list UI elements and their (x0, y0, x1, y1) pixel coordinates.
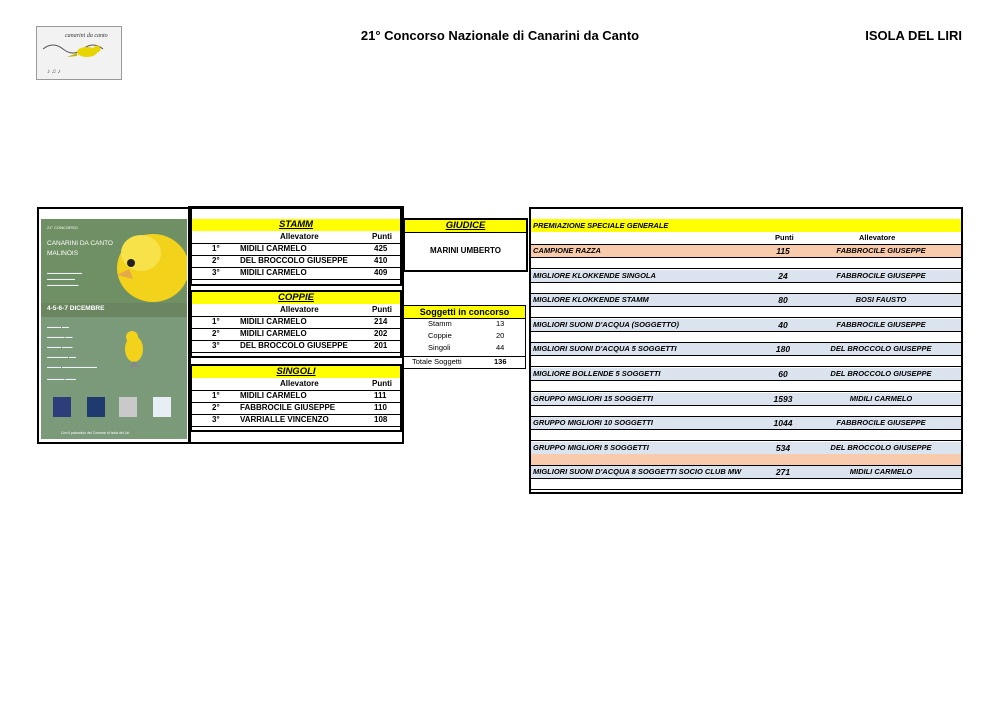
special-award-gap (531, 331, 961, 343)
stamm-row (192, 256, 400, 268)
singoli-rank: 3° (212, 415, 220, 424)
stamm-col-breeder: Allevatore (280, 232, 319, 241)
special-award-category: MIGLIORE BOLLENDE 5 SOGGETTI (533, 369, 661, 378)
stamm-rank: 1° (212, 244, 220, 253)
subjects-title: Soggetti in concorso (404, 306, 525, 319)
special-award-points: 60 (778, 369, 788, 379)
singoli-breeder: VARRIALLE VINCENZO (240, 415, 329, 424)
special-award-category: GRUPPO MIGLIORI 15 SOGGETTI (533, 393, 654, 403)
coppie-col-points: Punti (372, 305, 392, 314)
special-award-points: 24 (778, 270, 788, 281)
coppie-rank: 3° (212, 341, 220, 350)
poster-dates: 4-5-6-7 DICEMBRE (47, 305, 105, 312)
subjects-label: Singoli (428, 343, 451, 352)
special-awards-table (529, 207, 963, 494)
singoli-rank: 1° (212, 391, 220, 400)
coppie-row (192, 341, 400, 353)
coppie-table (190, 290, 402, 358)
special-award-points: 40 (778, 319, 788, 330)
special-award-gap (531, 306, 961, 318)
coppie-rank: 1° (212, 317, 220, 326)
special-award-category: MIGLIORI SUONI D'ACQUA (SOGGETTO) (533, 319, 679, 329)
stamm-points: 409 (374, 268, 388, 277)
stamm-row (192, 268, 400, 280)
special-award-breeder: DEL BROCCOLO GIUSEPPE (830, 344, 932, 354)
singoli-points: 110 (374, 403, 387, 412)
special-award-category: MIGLIORI SUONI D'ACQUA 5 SOGGETTI (533, 344, 677, 354)
special-award-category: MIGLIORE KLOKKENDE STAMM (533, 295, 649, 305)
special-award-category: GRUPPO MIGLIORI 5 SOGGETTI (533, 442, 649, 452)
event-poster: 21° CONCORSO CANARINI DA CANTO MALINOIS ▬▬▬▬▬▬▬▬▬▬ ▬▬▬▬▬▬▬▬ ▬▬▬▬▬▬▬▬▬ 4-5-6-7 DICEMBRE ▬▬▬▬ ▬▬ ▬▬▬▬▬ ▬▬ ▬▬▬▬ ▬▬▬ ▬▬▬▬▬▬ ▬▬ ▬▬▬▬ ▬▬▬▬▬▬▬▬▬▬ ▬▬▬▬▬ ▬▬▬ Con il patrocinio del Comune di Isola del Liri (41, 219, 187, 439)
judge-name: MARINI UMBERTO (430, 246, 501, 255)
singoli-table (190, 364, 402, 432)
poster-name-line1: CANARINI DA CANTO (47, 240, 113, 247)
special-col-points: Punti (775, 233, 794, 242)
special-award-gap (531, 405, 961, 417)
singoli-col-points: Punti (372, 379, 392, 388)
coppie-breeder: DEL BROCCOLO GIUSEPPE (240, 341, 348, 350)
stamm-points: 425 (374, 244, 388, 253)
coppie-col-breeder: Allevatore (280, 305, 319, 314)
stamm-table (190, 207, 402, 286)
singoli-points: 108 (374, 415, 388, 424)
subjects-value: 20 (496, 331, 505, 340)
special-award-gap (531, 257, 961, 269)
subjects-value: 13 (496, 319, 505, 328)
coppie-points: 214 (374, 317, 388, 326)
special-award-breeder: DEL BROCCOLO GIUSEPPE (830, 369, 932, 378)
stamm-rank: 2° (212, 256, 220, 265)
coppie-points: 202 (374, 329, 388, 338)
stamm-rank: 3° (212, 268, 220, 277)
special-col-breeder: Allevatore (859, 233, 896, 242)
special-award-points: 180 (775, 344, 791, 355)
special-award-points: 271 (775, 467, 791, 478)
special-award-points: 115 (776, 246, 790, 256)
subjects-total-label: Totale Soggetti (412, 357, 462, 366)
special-award-gap (531, 380, 961, 392)
coppie-row (192, 329, 400, 341)
stamm-breeder: MIDILI CARMELO (240, 244, 307, 253)
stamm-title: STAMM (192, 219, 400, 231)
page-title: 21° Concorso Nazionale di Canarini da Canto (360, 28, 640, 43)
special-awards-title: PREMIAZIONE SPECIALE GENERALE (531, 219, 961, 232)
special-award-points: 1044 (773, 418, 793, 429)
event-location: ISOLA DEL LIRI (865, 28, 962, 43)
poster-footer: Con il patrocinio del Comune di Isola del Liri (61, 431, 130, 435)
special-award-breeder: BOSI FAUSTO (855, 295, 907, 305)
judge-title: GIUDICE (405, 220, 526, 233)
special-award-breeder: FABBROCILE GIUSEPPE (836, 418, 926, 428)
special-award-breeder: MIDILI CARMELO (849, 467, 913, 477)
special-award-category: GRUPPO MIGLIORI 10 SOGGETTI (533, 418, 654, 428)
singoli-breeder: FABBROCILE GIUSEPPE (240, 403, 336, 412)
stamm-breeder: MIDILI CARMELO (240, 268, 307, 277)
special-award-gap (531, 454, 961, 466)
subjects-label: Coppie (428, 331, 452, 340)
special-award-points: 534 (775, 442, 791, 453)
special-award-points: 80 (778, 295, 788, 306)
singoli-row (192, 391, 400, 403)
special-award-breeder: MIDILI CARMELO (849, 393, 913, 403)
coppie-breeder: MIDILI CARMELO (240, 317, 307, 326)
special-award-points: 1593 (773, 393, 793, 404)
special-award-breeder: DEL BROCCOLO GIUSEPPE (830, 442, 932, 452)
coppie-breeder: MIDILI CARMELO (240, 329, 307, 338)
svg-text:♪ ♫ ♪: ♪ ♫ ♪ (47, 69, 61, 75)
subjects-label: Stamm (428, 319, 452, 328)
canary-small-image (119, 327, 149, 367)
stamm-breeder: DEL BROCCOLO GIUSEPPE (240, 256, 348, 265)
special-award-category: CAMPIONE RAZZA (533, 246, 601, 255)
stamm-col-points: Punti (372, 232, 392, 241)
judge-box (403, 218, 528, 272)
subjects-total-value: 136 (494, 357, 507, 366)
event-poster-frame (37, 207, 191, 444)
stamm-points: 410 (374, 256, 388, 265)
special-award-breeder: FABBROCILE GIUSEPPE (836, 246, 926, 255)
coppie-title: COPPIE (192, 292, 400, 304)
special-award-category: MIGLIORI SUONI D'ACQUA 8 SOGGETTI SOCIO CLUB MW (533, 467, 742, 477)
poster-edition: 21° CONCORSO (47, 225, 78, 230)
stamm-row (192, 244, 400, 256)
special-award-category: MIGLIORE KLOKKENDE SINGOLA (533, 270, 656, 280)
special-award-gap (531, 478, 961, 490)
singoli-title: SINGOLI (192, 366, 400, 378)
coppie-row (192, 317, 400, 329)
special-award-gap (531, 429, 961, 441)
logo-text: canarini da canto (65, 33, 108, 39)
canary-image (103, 223, 187, 303)
subjects-row (404, 343, 525, 354)
special-award-gap (531, 355, 961, 367)
special-award-breeder: FABBROCILE GIUSEPPE (836, 319, 926, 329)
singoli-breeder: MIDILI CARMELO (240, 391, 307, 400)
singoli-rank: 2° (212, 403, 220, 412)
singoli-points: 111 (374, 391, 387, 400)
coppie-rank: 2° (212, 329, 220, 338)
singoli-row (192, 403, 400, 415)
subjects-row (404, 331, 525, 342)
sponsor-logos (53, 395, 178, 419)
singoli-col-breeder: Allevatore (280, 379, 319, 388)
poster-name-line2: MALINOIS (47, 250, 79, 257)
special-award-gap (531, 282, 961, 294)
singoli-row (192, 415, 400, 427)
subjects-row (404, 319, 525, 330)
special-award-breeder: FABBROCILE GIUSEPPE (836, 270, 926, 280)
subjects-value: 44 (496, 343, 505, 352)
subjects-box (403, 305, 526, 369)
coppie-points: 201 (374, 341, 388, 350)
